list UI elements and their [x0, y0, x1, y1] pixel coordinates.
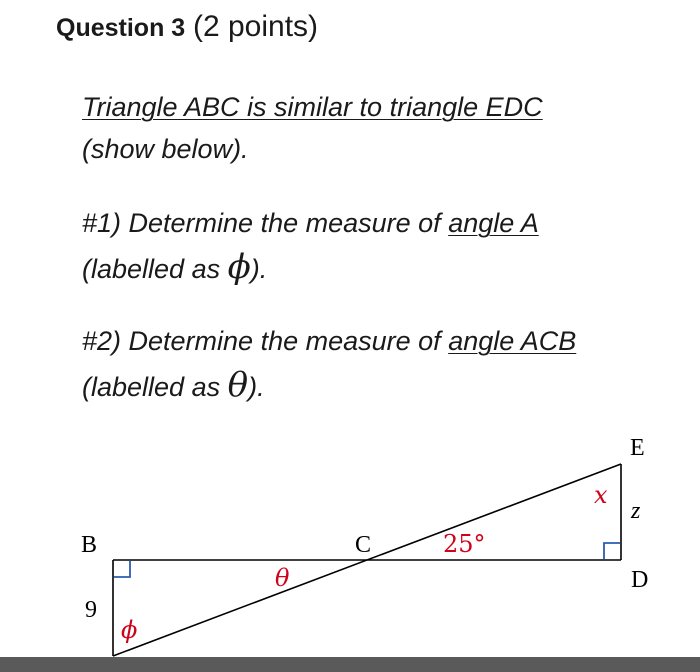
task1-line2-prefix: (labelled as: [82, 254, 228, 284]
angle-acb-link[interactable]: angle ACB: [448, 326, 577, 356]
side-z-label: z: [631, 498, 641, 524]
statement-line-2: (show below).: [82, 134, 249, 164]
theta-symbol: θ: [227, 365, 249, 405]
vertex-d-label: D: [631, 567, 649, 593]
task1-line2-suffix: ).: [250, 254, 268, 284]
question-title: Question 3: [56, 14, 186, 42]
theta-label: θ: [275, 564, 290, 592]
right-angle-mark-b: [114, 561, 130, 577]
task2-prefix: #2) Determine the measure of: [82, 326, 449, 356]
question-points: (2 points): [192, 10, 319, 43]
vertex-e-label: E: [630, 435, 645, 461]
phi-label: ϕ: [121, 616, 138, 644]
angle-x-label: x: [594, 481, 608, 509]
bottom-bar: [0, 657, 700, 672]
angle-c-value: 25°: [443, 530, 486, 558]
task1-prefix: #1) Determine the measure of: [82, 208, 449, 238]
vertex-c-label: C: [355, 532, 372, 558]
side-ab-length: 9: [85, 597, 97, 623]
statement-text: Triangle ABC is similar to triangle EDC: [82, 92, 543, 122]
phi-symbol: ϕ: [227, 247, 251, 287]
vertex-b-label: B: [81, 532, 98, 558]
task2-line2-suffix: ).: [248, 372, 265, 402]
right-angle-mark-d: [604, 543, 620, 559]
task2-line2-prefix: (labelled as: [82, 372, 228, 402]
angle-a-link[interactable]: angle A: [448, 208, 539, 238]
